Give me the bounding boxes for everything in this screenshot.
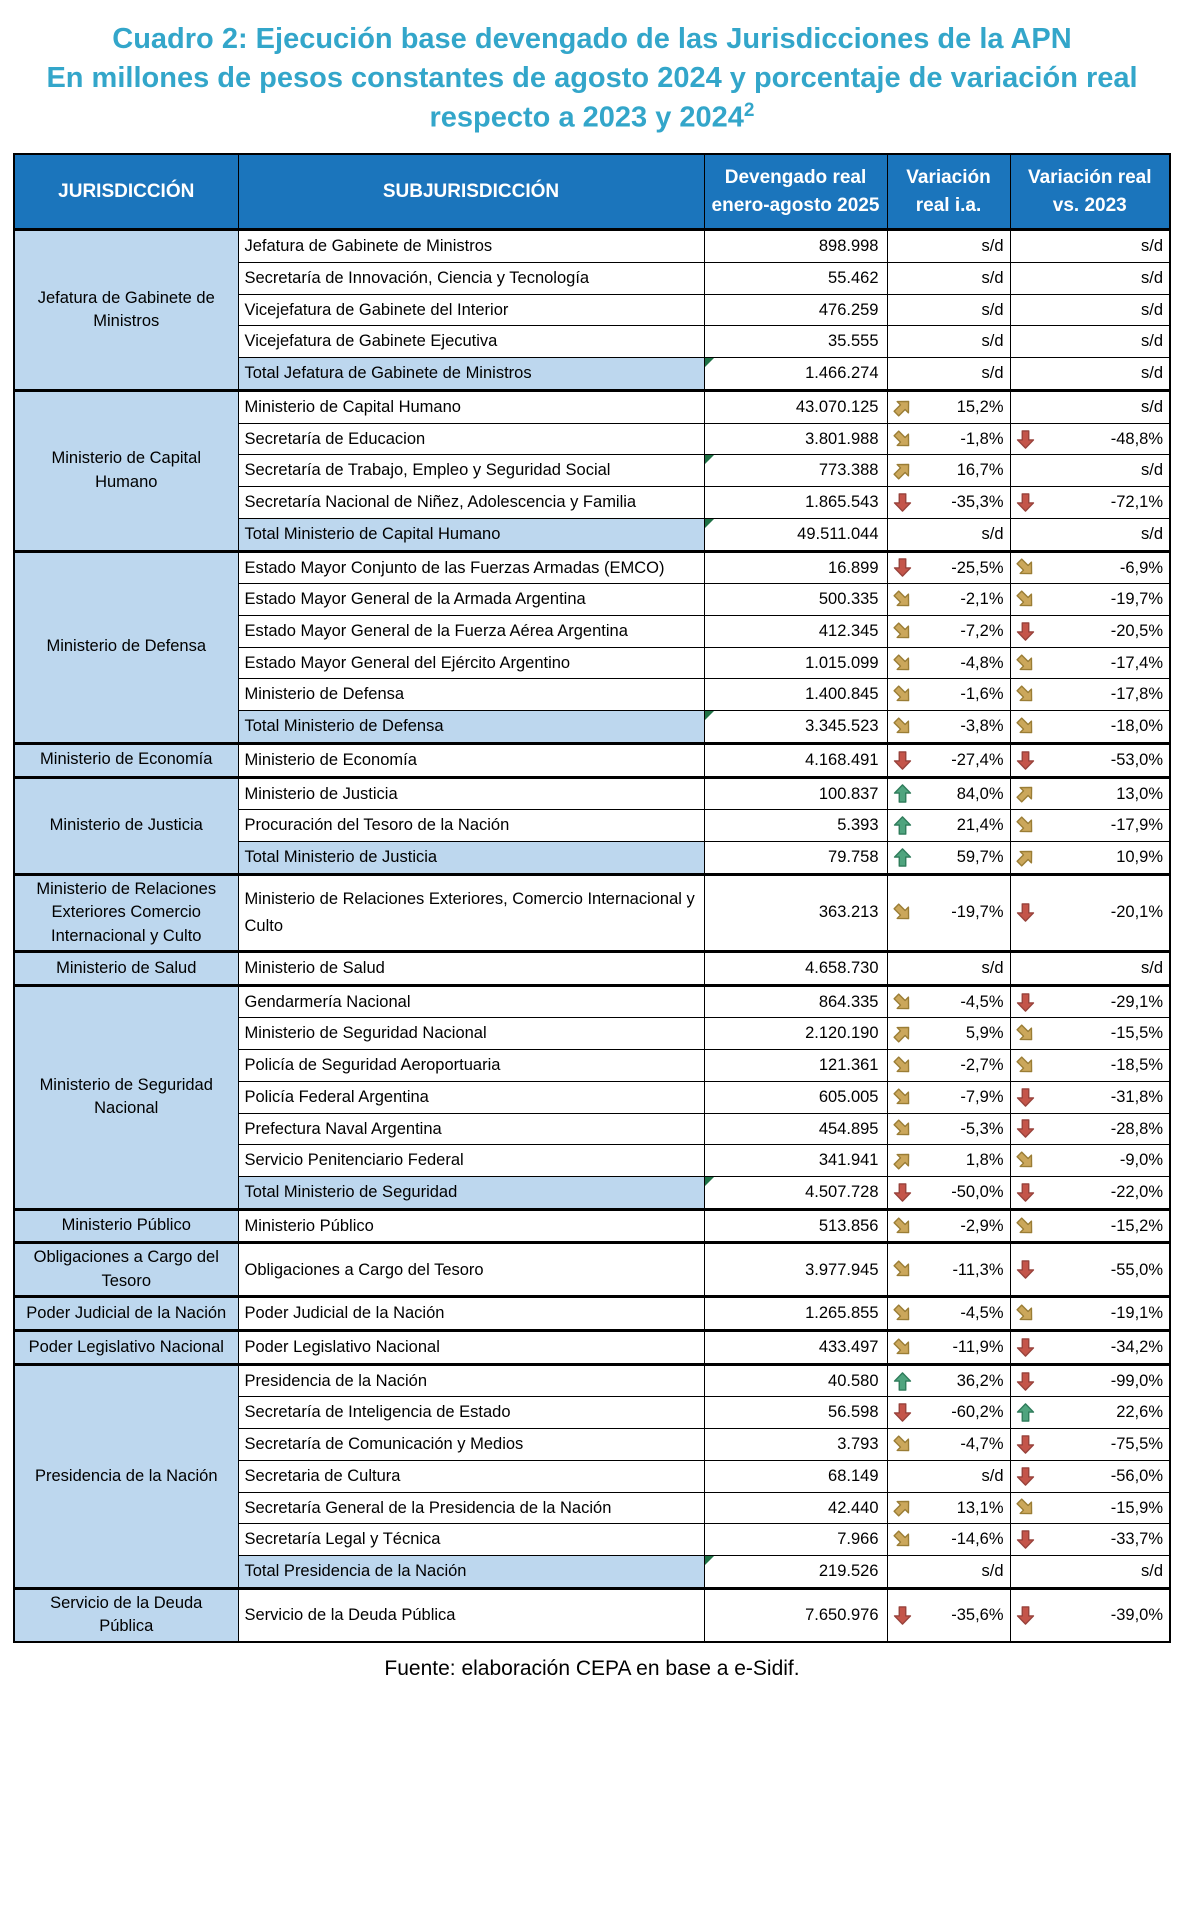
trend-arrow-icon xyxy=(892,1402,913,1423)
variation-2023-cell: -29,1% xyxy=(1010,985,1170,1018)
group-poder-judicial xyxy=(14,1297,1170,1331)
jurisdiction-cell: Poder Legislativo Nacional xyxy=(14,1331,238,1365)
trend-arrow-icon xyxy=(1015,902,1036,923)
trend-arrow-icon xyxy=(1015,1497,1036,1518)
variation-ia-cell: 16,7% xyxy=(887,455,1010,487)
value-cell: 341.941 xyxy=(704,1145,887,1177)
trend-arrow-icon xyxy=(892,1371,913,1392)
value-cell: 476.259 xyxy=(704,294,887,326)
variation-2023-cell: -15,9% xyxy=(1010,1492,1170,1524)
trend-arrow-icon xyxy=(1015,783,1036,804)
value-cell: 3.977.945 xyxy=(704,1243,887,1297)
group-seguridad xyxy=(14,985,1170,1209)
value-cell: 2.120.190 xyxy=(704,1018,887,1050)
subjurisdiction-total-cell: Total Presidencia de la Nación xyxy=(238,1556,704,1589)
subjurisdiction-cell: Jefatura de Gabinete de Ministros xyxy=(238,230,704,263)
trend-arrow-icon xyxy=(892,992,913,1013)
group-obligaciones-tesoro xyxy=(14,1243,1170,1297)
variation-2023-cell: -22,0% xyxy=(1010,1177,1170,1210)
subjurisdiction-cell: Secretaría de Educacion xyxy=(238,423,704,455)
trend-arrow-icon xyxy=(892,621,913,642)
table-row xyxy=(14,777,1170,810)
variation-ia-cell: -4,7% xyxy=(887,1429,1010,1461)
trend-arrow-icon xyxy=(1015,815,1036,836)
page-title xyxy=(32,20,1152,137)
table-row xyxy=(14,551,1170,584)
variation-2023-cell: -55,0% xyxy=(1010,1243,1170,1297)
jurisdiction-cell: Ministerio de Salud xyxy=(14,951,238,985)
value-cell: 433.497 xyxy=(704,1331,887,1365)
trend-arrow-icon xyxy=(1015,1216,1036,1237)
trend-arrow-icon xyxy=(892,847,913,868)
trend-arrow-icon xyxy=(1015,1118,1036,1139)
trend-arrow-icon xyxy=(1015,1402,1036,1423)
trend-arrow-icon xyxy=(892,815,913,836)
trend-arrow-icon xyxy=(892,1529,913,1550)
variation-ia-cell: -11,3% xyxy=(887,1243,1010,1297)
trend-arrow-icon xyxy=(1015,1529,1036,1550)
trend-arrow-icon xyxy=(1015,1371,1036,1392)
variation-ia-cell: -2,9% xyxy=(887,1209,1010,1243)
trend-arrow-icon xyxy=(1015,684,1036,705)
note-corner xyxy=(705,455,714,464)
trend-arrow-icon xyxy=(1015,492,1036,513)
variation-2023-cell: s/d xyxy=(1010,230,1170,263)
value-cell: 42.440 xyxy=(704,1492,887,1524)
variation-ia-cell: s/d xyxy=(887,518,1010,551)
trend-arrow-icon xyxy=(892,684,913,705)
subjurisdiction-cell: Estado Mayor General de la Fuerza Aérea Argentina xyxy=(238,615,704,647)
variation-2023-cell: s/d xyxy=(1010,951,1170,985)
jurisdiction-cell: Ministerio de Defensa xyxy=(14,551,238,743)
col-header-devengado: Devengado real enero-agosto 2025 xyxy=(704,154,887,230)
group-justicia xyxy=(14,777,1170,874)
variation-2023-cell: -20,5% xyxy=(1010,615,1170,647)
table-row xyxy=(14,1588,1170,1641)
value-cell: 55.462 xyxy=(704,263,887,295)
note-corner xyxy=(705,1177,714,1186)
variation-ia-cell: -35,3% xyxy=(887,487,1010,519)
variation-2023-cell: -72,1% xyxy=(1010,487,1170,519)
trend-arrow-icon xyxy=(892,1605,913,1626)
subjurisdiction-cell: Vicejefatura de Gabinete Ejecutiva xyxy=(238,326,704,358)
variation-2023-cell: s/d xyxy=(1010,263,1170,295)
variation-2023-cell: -18,0% xyxy=(1010,711,1170,744)
subjurisdiction-cell: Prefectura Naval Argentina xyxy=(238,1113,704,1145)
trend-arrow-icon xyxy=(892,1216,913,1237)
trend-arrow-icon xyxy=(892,1118,913,1139)
variation-ia-cell: 13,1% xyxy=(887,1492,1010,1524)
subjurisdiction-cell: Policía de Seguridad Aeroportuaria xyxy=(238,1050,704,1082)
jurisdiction-cell: Poder Judicial de la Nación xyxy=(14,1297,238,1331)
value-cell: 43.070.125 xyxy=(704,390,887,423)
group-poder-legislativo xyxy=(14,1331,1170,1365)
variation-ia-cell: -5,3% xyxy=(887,1113,1010,1145)
subjurisdiction-cell: Procuración del Tesoro de la Nación xyxy=(238,810,704,842)
subjurisdiction-cell: Ministerio de Salud xyxy=(238,951,704,985)
variation-ia-cell: -3,8% xyxy=(887,711,1010,744)
trend-arrow-icon xyxy=(892,397,913,418)
variation-2023-cell: -99,0% xyxy=(1010,1364,1170,1397)
variation-ia-cell: 21,4% xyxy=(887,810,1010,842)
subjurisdiction-cell: Secretaría Legal y Técnica xyxy=(238,1524,704,1556)
subjurisdiction-cell: Obligaciones a Cargo del Tesoro xyxy=(238,1243,704,1297)
variation-2023-cell: -39,0% xyxy=(1010,1588,1170,1641)
jurisdiction-cell: Presidencia de la Nación xyxy=(14,1364,238,1588)
value-cell: 56.598 xyxy=(704,1397,887,1429)
variation-2023-cell: -17,4% xyxy=(1010,647,1170,679)
note-corner xyxy=(705,519,714,528)
variation-2023-cell: -15,5% xyxy=(1010,1018,1170,1050)
trend-arrow-icon xyxy=(892,589,913,610)
subjurisdiction-cell: Servicio de la Deuda Pública xyxy=(238,1588,704,1641)
table-row xyxy=(14,1243,1170,1297)
note-corner xyxy=(705,358,714,367)
jurisdiction-cell: Ministerio de Capital Humano xyxy=(14,390,238,551)
source-note: Fuente: elaboración CEPA en base a e-Sidif. xyxy=(384,1656,800,1680)
variation-2023-cell: s/d xyxy=(1010,1556,1170,1589)
trend-arrow-icon xyxy=(1015,1434,1036,1455)
trend-arrow-icon xyxy=(892,460,913,481)
variation-2023-cell: s/d xyxy=(1010,326,1170,358)
value-cell: 79.758 xyxy=(704,841,887,874)
table-row xyxy=(14,1331,1170,1365)
variation-ia-cell: -1,6% xyxy=(887,679,1010,711)
variation-2023-cell: -6,9% xyxy=(1010,551,1170,584)
variation-ia-cell: s/d xyxy=(887,1556,1010,1589)
trend-arrow-icon xyxy=(1015,1023,1036,1044)
variation-2023-cell: 13,0% xyxy=(1010,777,1170,810)
variation-ia-cell: -2,7% xyxy=(887,1050,1010,1082)
value-cell: 864.335 xyxy=(704,985,887,1018)
table-row xyxy=(14,1364,1170,1397)
group-ministerio-publico xyxy=(14,1209,1170,1243)
trend-arrow-icon xyxy=(892,1337,913,1358)
subjurisdiction-total-cell: Total Ministerio de Capital Humano xyxy=(238,518,704,551)
trend-arrow-icon xyxy=(892,1497,913,1518)
value-cell: 513.856 xyxy=(704,1209,887,1243)
subjurisdiction-cell: Servicio Penitenciario Federal xyxy=(238,1145,704,1177)
trend-arrow-icon xyxy=(892,1087,913,1108)
col-header-variacion-2023: Variación real vs. 2023 xyxy=(1010,154,1170,230)
table-row xyxy=(14,230,1170,263)
variation-2023-cell: -56,0% xyxy=(1010,1460,1170,1492)
value-cell: 1.400.845 xyxy=(704,679,887,711)
subjurisdiction-cell: Ministerio de Capital Humano xyxy=(238,390,704,423)
variation-2023-cell: s/d xyxy=(1010,358,1170,391)
trend-arrow-icon xyxy=(892,1182,913,1203)
col-header-subjurisdiccion: SUBJURISDICCIÓN xyxy=(238,154,704,230)
value-cell: 7.650.976 xyxy=(704,1588,887,1641)
value-cell: 605.005 xyxy=(704,1081,887,1113)
trend-arrow-icon xyxy=(1015,847,1036,868)
trend-arrow-icon xyxy=(1015,1605,1036,1626)
variation-2023-cell: 10,9% xyxy=(1010,841,1170,874)
variation-2023-cell: -31,8% xyxy=(1010,1081,1170,1113)
variation-ia-cell: s/d xyxy=(887,294,1010,326)
subjurisdiction-cell: Secretaria de Cultura xyxy=(238,1460,704,1492)
table-row xyxy=(14,1297,1170,1331)
value-cell: 219.526 xyxy=(704,1556,887,1589)
trend-arrow-icon xyxy=(1015,429,1036,450)
variation-ia-cell: s/d xyxy=(887,951,1010,985)
value-cell: 1.466.274 xyxy=(704,358,887,391)
trend-arrow-icon xyxy=(1015,750,1036,771)
variation-2023-cell: -19,1% xyxy=(1010,1297,1170,1331)
title-line2: En millones de pesos constantes de agosto 2024 y porcentaje de variación real xyxy=(46,61,1138,94)
group-jefatura-gabinete xyxy=(14,230,1170,391)
value-cell: 4.658.730 xyxy=(704,951,887,985)
jurisdiction-cell: Obligaciones a Cargo del Tesoro xyxy=(14,1243,238,1297)
results-table xyxy=(13,153,1171,1642)
trend-arrow-icon xyxy=(1015,1055,1036,1076)
trend-arrow-icon xyxy=(1015,1087,1036,1108)
variation-ia-cell: -11,9% xyxy=(887,1331,1010,1365)
variation-ia-cell: s/d xyxy=(887,263,1010,295)
variation-ia-cell: 1,8% xyxy=(887,1145,1010,1177)
group-relaciones-exteriores xyxy=(14,874,1170,951)
value-cell: 1.265.855 xyxy=(704,1297,887,1331)
trend-arrow-icon xyxy=(892,1259,913,1280)
value-cell: 49.511.044 xyxy=(704,518,887,551)
value-cell: 898.998 xyxy=(704,230,887,263)
value-cell: 40.580 xyxy=(704,1364,887,1397)
jurisdiction-cell: Servicio de la Deuda Pública xyxy=(14,1588,238,1641)
group-capital-humano xyxy=(14,390,1170,551)
variation-ia-cell: -25,5% xyxy=(887,551,1010,584)
subjurisdiction-cell: Secretaría Nacional de Niñez, Adolescencia y Familia xyxy=(238,487,704,519)
trend-arrow-icon xyxy=(1015,1150,1036,1171)
variation-ia-cell: -60,2% xyxy=(887,1397,1010,1429)
variation-ia-cell: -7,9% xyxy=(887,1081,1010,1113)
trend-arrow-icon xyxy=(1015,992,1036,1013)
subjurisdiction-cell: Estado Mayor General de la Armada Argentina xyxy=(238,584,704,616)
variation-ia-cell: -14,6% xyxy=(887,1524,1010,1556)
subjurisdiction-cell: Ministerio de Economía xyxy=(238,743,704,777)
variation-2023-cell: -53,0% xyxy=(1010,743,1170,777)
trend-arrow-icon xyxy=(1015,1182,1036,1203)
table-row xyxy=(14,951,1170,985)
trend-arrow-icon xyxy=(1015,1337,1036,1358)
variation-2023-cell: -17,9% xyxy=(1010,810,1170,842)
variation-ia-cell: -2,1% xyxy=(887,584,1010,616)
trend-arrow-icon xyxy=(892,1303,913,1324)
value-cell: 454.895 xyxy=(704,1113,887,1145)
subjurisdiction-cell: Ministerio Público xyxy=(238,1209,704,1243)
variation-ia-cell: -7,2% xyxy=(887,615,1010,647)
trend-arrow-icon xyxy=(892,557,913,578)
subjurisdiction-cell: Presidencia de la Nación xyxy=(238,1364,704,1397)
trend-arrow-icon xyxy=(892,1434,913,1455)
value-cell: 1.865.543 xyxy=(704,487,887,519)
value-cell: 4.168.491 xyxy=(704,743,887,777)
variation-ia-cell: 36,2% xyxy=(887,1364,1010,1397)
trend-arrow-icon xyxy=(892,902,913,923)
variation-ia-cell: -35,6% xyxy=(887,1588,1010,1641)
value-cell: 68.149 xyxy=(704,1460,887,1492)
jurisdiction-cell: Ministerio de Seguridad Nacional xyxy=(14,985,238,1209)
trend-arrow-icon xyxy=(892,429,913,450)
variation-2023-cell: -17,8% xyxy=(1010,679,1170,711)
variation-2023-cell: -48,8% xyxy=(1010,423,1170,455)
group-presidencia xyxy=(14,1364,1170,1588)
title-line3: respecto a 2023 y 2024 xyxy=(429,101,744,134)
trend-arrow-icon xyxy=(892,1023,913,1044)
trend-arrow-icon xyxy=(1015,621,1036,642)
trend-arrow-icon xyxy=(892,1150,913,1171)
value-cell: 3.345.523 xyxy=(704,711,887,744)
subjurisdiction-total-cell: Total Ministerio de Justicia xyxy=(238,841,704,874)
jurisdiction-cell: Jefatura de Gabinete de Ministros xyxy=(14,230,238,391)
subjurisdiction-cell: Poder Judicial de la Nación xyxy=(238,1297,704,1331)
trend-arrow-icon xyxy=(892,1055,913,1076)
subjurisdiction-cell: Secretaría de Comunicación y Medios xyxy=(238,1429,704,1461)
table-row xyxy=(14,743,1170,777)
variation-2023-cell: -33,7% xyxy=(1010,1524,1170,1556)
variation-ia-cell: -4,8% xyxy=(887,647,1010,679)
variation-2023-cell: -15,2% xyxy=(1010,1209,1170,1243)
value-cell: 35.555 xyxy=(704,326,887,358)
table-row xyxy=(14,874,1170,951)
value-cell: 16.899 xyxy=(704,551,887,584)
note-corner xyxy=(705,711,714,720)
value-cell: 1.015.099 xyxy=(704,647,887,679)
subjurisdiction-cell: Ministerio de Defensa xyxy=(238,679,704,711)
subjurisdiction-cell: Policía Federal Argentina xyxy=(238,1081,704,1113)
variation-ia-cell: -1,8% xyxy=(887,423,1010,455)
variation-2023-cell: s/d xyxy=(1010,518,1170,551)
subjurisdiction-cell: Secretaría General de la Presidencia de la Nación xyxy=(238,1492,704,1524)
value-cell: 363.213 xyxy=(704,874,887,951)
value-cell: 3.801.988 xyxy=(704,423,887,455)
trend-arrow-icon xyxy=(1015,1259,1036,1280)
variation-2023-cell: s/d xyxy=(1010,455,1170,487)
trend-arrow-icon xyxy=(892,653,913,674)
jurisdiction-cell: Ministerio Público xyxy=(14,1209,238,1243)
table-row xyxy=(14,985,1170,1018)
subjurisdiction-cell: Estado Mayor General del Ejército Argentino xyxy=(238,647,704,679)
variation-ia-cell: s/d xyxy=(887,230,1010,263)
group-economia xyxy=(14,743,1170,777)
variation-ia-cell: 84,0% xyxy=(887,777,1010,810)
variation-ia-cell: -50,0% xyxy=(887,1177,1010,1210)
variation-2023-cell: s/d xyxy=(1010,390,1170,423)
jurisdiction-cell: Ministerio de Economía xyxy=(14,743,238,777)
subjurisdiction-cell: Estado Mayor Conjunto de las Fuerzas Armadas (EMCO) xyxy=(238,551,704,584)
trend-arrow-icon xyxy=(1015,653,1036,674)
subjurisdiction-cell: Secretaría de Trabajo, Empleo y Seguridad Social xyxy=(238,455,704,487)
subjurisdiction-cell: Ministerio de Justicia xyxy=(238,777,704,810)
variation-ia-cell: s/d xyxy=(887,358,1010,391)
variation-ia-cell: s/d xyxy=(887,1460,1010,1492)
trend-arrow-icon xyxy=(1015,589,1036,610)
variation-ia-cell: -4,5% xyxy=(887,1297,1010,1331)
value-cell: 773.388 xyxy=(704,455,887,487)
subjurisdiction-cell: Secretaría de Innovación, Ciencia y Tecnología xyxy=(238,263,704,295)
value-cell: 121.361 xyxy=(704,1050,887,1082)
subjurisdiction-cell: Secretaría de Inteligencia de Estado xyxy=(238,1397,704,1429)
subjurisdiction-total-cell: Total Jefatura de Gabinete de Ministros xyxy=(238,358,704,391)
variation-2023-cell: -75,5% xyxy=(1010,1429,1170,1461)
title-footnote-marker: 2 xyxy=(743,99,755,121)
variation-ia-cell: -19,7% xyxy=(887,874,1010,951)
trend-arrow-icon xyxy=(1015,1303,1036,1324)
variation-ia-cell: 5,9% xyxy=(887,1018,1010,1050)
value-cell: 100.837 xyxy=(704,777,887,810)
group-salud xyxy=(14,951,1170,985)
subjurisdiction-cell: Ministerio de Seguridad Nacional xyxy=(238,1018,704,1050)
trend-arrow-icon xyxy=(892,492,913,513)
subjurisdiction-total-cell: Total Ministerio de Defensa xyxy=(238,711,704,744)
value-cell: 3.793 xyxy=(704,1429,887,1461)
subjurisdiction-cell: Poder Legislativo Nacional xyxy=(238,1331,704,1365)
variation-2023-cell: 22,6% xyxy=(1010,1397,1170,1429)
variation-2023-cell: -19,7% xyxy=(1010,584,1170,616)
table-row xyxy=(14,1209,1170,1243)
trend-arrow-icon xyxy=(1015,716,1036,737)
col-header-variacion-ia: Variación real i.a. xyxy=(887,154,1010,230)
variation-2023-cell: s/d xyxy=(1010,294,1170,326)
trend-arrow-icon xyxy=(892,783,913,804)
trend-arrow-icon xyxy=(892,716,913,737)
subjurisdiction-cell: Gendarmería Nacional xyxy=(238,985,704,1018)
title-line1: Cuadro 2: Ejecución base devengado de las Jurisdicciones de la APN xyxy=(112,23,1072,55)
subjurisdiction-cell: Ministerio de Relaciones Exteriores, Comercio Internacional y Culto xyxy=(238,874,704,951)
variation-2023-cell: -18,5% xyxy=(1010,1050,1170,1082)
jurisdiction-cell: Ministerio de Relaciones Exteriores Comercio Internacional y Culto xyxy=(14,874,238,951)
trend-arrow-icon xyxy=(892,750,913,771)
variation-2023-cell: -28,8% xyxy=(1010,1113,1170,1145)
value-cell: 5.393 xyxy=(704,810,887,842)
variation-ia-cell: s/d xyxy=(887,326,1010,358)
subjurisdiction-total-cell: Total Ministerio de Seguridad xyxy=(238,1177,704,1210)
note-corner xyxy=(705,1556,714,1565)
value-cell: 500.335 xyxy=(704,584,887,616)
value-cell: 4.507.728 xyxy=(704,1177,887,1210)
group-defensa xyxy=(14,551,1170,743)
variation-2023-cell: -9,0% xyxy=(1010,1145,1170,1177)
trend-arrow-icon xyxy=(1015,1466,1036,1487)
variation-2023-cell: -34,2% xyxy=(1010,1331,1170,1365)
variation-2023-cell: -20,1% xyxy=(1010,874,1170,951)
value-cell: 412.345 xyxy=(704,615,887,647)
col-header-jurisdiccion: JURISDICCIÓN xyxy=(14,154,238,230)
variation-ia-cell: 59,7% xyxy=(887,841,1010,874)
value-cell: 7.966 xyxy=(704,1524,887,1556)
group-deuda-publica xyxy=(14,1588,1170,1641)
subjurisdiction-cell: Vicejefatura de Gabinete del Interior xyxy=(238,294,704,326)
jurisdiction-cell: Ministerio de Justicia xyxy=(14,777,238,874)
variation-ia-cell: -4,5% xyxy=(887,985,1010,1018)
table-header xyxy=(14,154,1170,230)
variation-ia-cell: -27,4% xyxy=(887,743,1010,777)
variation-ia-cell: 15,2% xyxy=(887,390,1010,423)
table-row xyxy=(14,390,1170,423)
trend-arrow-icon xyxy=(1015,557,1036,578)
